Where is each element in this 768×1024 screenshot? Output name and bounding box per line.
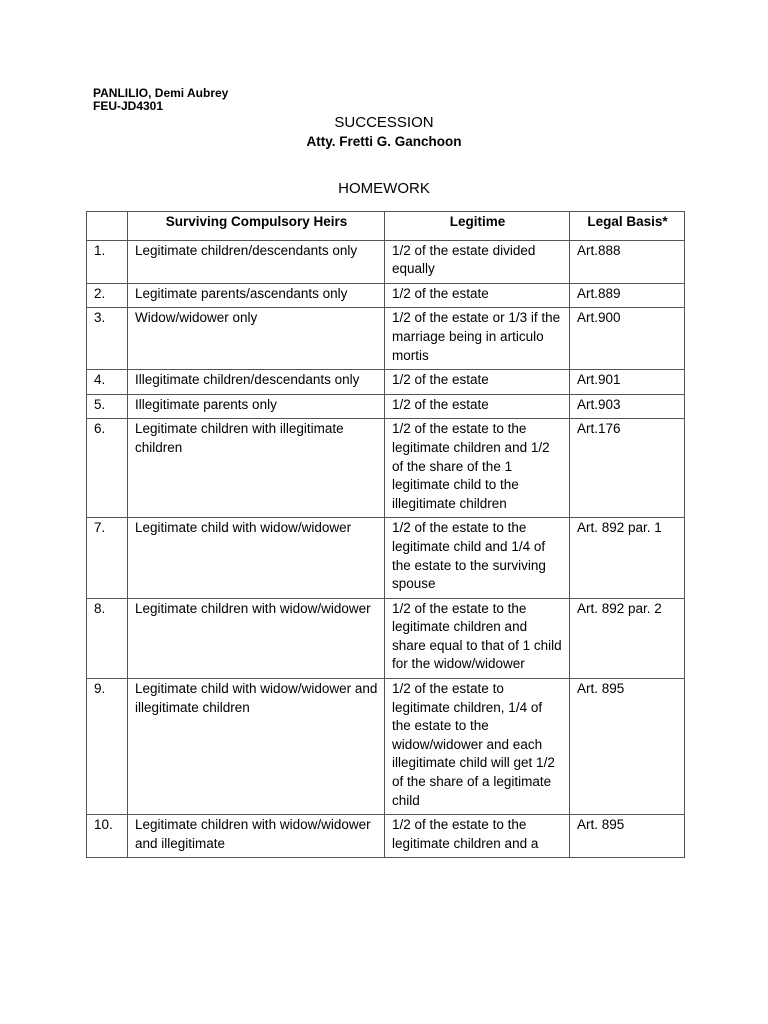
document-title: SUCCESSION (334, 114, 434, 131)
row-legitime: 1/2 of the estate (385, 370, 570, 395)
homework-heading: HOMEWORK (338, 180, 430, 197)
row-heirs: Illegitimate children/descendants only (128, 370, 385, 395)
row-legal-basis: Art.889 (570, 283, 685, 308)
header-heirs: Surviving Compulsory Heirs (128, 212, 385, 241)
row-heirs: Legitimate parents/ascendants only (128, 283, 385, 308)
table-row (87, 518, 685, 598)
row-legitime: 1/2 of the estate to the legitimate children and a (385, 815, 570, 858)
row-legitime: 1/2 of the estate or 1/3 if the marriage being in articulo mortis (385, 308, 570, 370)
row-legal-basis: Art.903 (570, 394, 685, 419)
row-number: 7. (87, 518, 128, 598)
row-heirs: Illegitimate parents only (128, 394, 385, 419)
row-number: 3. (87, 308, 128, 370)
table-header-row (87, 212, 685, 241)
row-number: 9. (87, 679, 128, 815)
table-row (87, 370, 685, 395)
row-legitime: 1/2 of the estate (385, 283, 570, 308)
row-heirs: Legitimate child with widow/widower (128, 518, 385, 598)
header-legal-basis: Legal Basis* (570, 212, 685, 241)
row-heirs: Widow/widower only (128, 308, 385, 370)
table-row (87, 815, 685, 858)
row-number: 1. (87, 240, 128, 283)
row-legitime: 1/2 of the estate to the legitimate child and 1/4 of the estate to the surviving spouse (385, 518, 570, 598)
row-number: 5. (87, 394, 128, 419)
legitime-table (86, 211, 685, 858)
author-code: FEU-JD4301 (93, 99, 164, 113)
row-legal-basis: Art.888 (570, 240, 685, 283)
row-legitime: 1/2 of the estate to the legitimate children and share equal to that of 1 child for the widow/widower (385, 598, 570, 678)
row-legitime: 1/2 of the estate to the legitimate children and 1/2 of the share of the 1 legitimate child to the illegitimate children (385, 419, 570, 518)
header-legitime: Legitime (385, 212, 570, 241)
row-legal-basis: Art.176 (570, 419, 685, 518)
table-row (87, 308, 685, 370)
table-row (87, 679, 685, 815)
row-heirs: Legitimate children with widow/widower (128, 598, 385, 678)
row-legal-basis: Art.901 (570, 370, 685, 395)
row-legal-basis: Art. 892 par. 2 (570, 598, 685, 678)
row-legitime: 1/2 of the estate (385, 394, 570, 419)
row-number: 4. (87, 370, 128, 395)
row-number: 2. (87, 283, 128, 308)
table-row (87, 419, 685, 518)
row-number: 6. (87, 419, 128, 518)
table-row (87, 240, 685, 283)
table-row (87, 283, 685, 308)
row-legitime: 1/2 of the estate to legitimate children, 1/4 of the estate to the widow/widower and each illegitimate child will get 1/2 of the share of a legitimate child (385, 679, 570, 815)
header-number (87, 212, 128, 241)
row-legal-basis: Art. 895 (570, 679, 685, 815)
row-heirs: Legitimate children with widow/widower and illegitimate (128, 815, 385, 858)
row-number: 8. (87, 598, 128, 678)
table-row (87, 598, 685, 678)
author-name: PANLILIO, Demi Aubrey (93, 86, 229, 100)
row-heirs: Legitimate children/descendants only (128, 240, 385, 283)
row-legal-basis: Art. 892 par. 1 (570, 518, 685, 598)
instructor-name: Atty. Fretti G. Ganchoon (306, 134, 462, 149)
row-legitime: 1/2 of the estate divided equally (385, 240, 570, 283)
row-legal-basis: Art. 895 (570, 815, 685, 858)
table-row (87, 394, 685, 419)
row-heirs: Legitimate children with illegitimate children (128, 419, 385, 518)
row-heirs: Legitimate child with widow/widower and illegitimate children (128, 679, 385, 815)
row-legal-basis: Art.900 (570, 308, 685, 370)
row-number: 10. (87, 815, 128, 858)
